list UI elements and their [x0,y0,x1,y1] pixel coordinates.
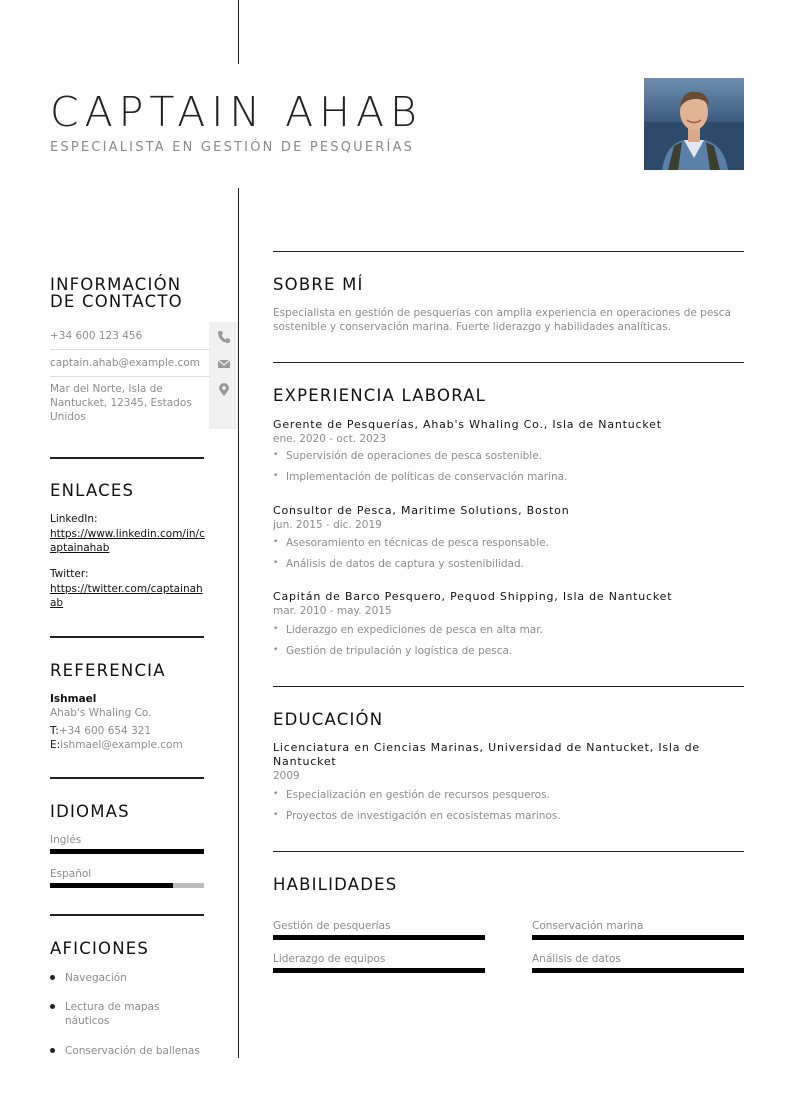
language-level-bar [50,883,204,888]
reference-name: Ishmael [50,693,97,705]
section-rule [273,686,744,687]
links-heading: ENLACES [50,481,135,500]
skills-heading: HABILIDADES [273,875,398,894]
section-rule [273,851,744,852]
skill-level-fill [273,968,485,973]
skill-name: Liderazgo de equipos [273,953,386,965]
contact-phone[interactable]: +34 600 123 456 [50,330,143,342]
candidate-title: ESPECIALISTA EN GESTIÓN DE PESQUERÍAS [50,140,415,155]
job-title: Gerente de Pesquerías, Ahab's Whaling Co., Isla de Nantucket [273,418,662,431]
degree-year: 2009 [273,770,300,782]
section-rule [273,251,744,252]
reference-email-label: E: [50,739,61,751]
hobbies-heading: AFICIONES [50,939,150,958]
skill-item [532,920,744,932]
reference-email-row [50,738,183,752]
languages-heading: IDIOMAS [50,802,130,821]
job-dates: jun. 2015 - dic. 2019 [273,519,382,531]
reference-email[interactable]: ishmael@example.com [60,739,183,751]
envelope-icon [217,357,231,371]
skill-item [532,953,744,965]
hobby-text: Conservación de ballenas [65,1045,200,1057]
about-text: Especialista en gestión de pesquerías con amplia experiencia en operaciones de pesca sostenible y conservación marina. Fuerte liderazgo y habilidades analíticas. [273,307,731,333]
skill-item [273,920,485,932]
reference-company: Ahab's Whaling Co. [50,707,152,719]
skill-level-bar [532,935,744,940]
language-name: Español [50,868,92,880]
bullet-dot: • [273,471,279,481]
bullet-dot: • [273,810,279,820]
reference-phone[interactable]: +34 600 654 321 [58,725,152,737]
bullet-dot: • [273,624,279,634]
job-dates: ene. 2020 - oct. 2023 [273,433,387,445]
bullet-dot: • [273,789,279,799]
skill-item [273,953,485,965]
skill-level-fill [273,935,485,940]
section-rule [50,777,204,779]
skill-name: Conservación marina [532,920,644,932]
phone-icon [217,330,231,344]
section-rule [273,362,744,363]
education-heading: EDUCACIÓN [273,710,384,729]
divider-top [238,0,239,64]
skill-level-bar [273,935,485,940]
language-level-bar [50,849,204,854]
location-pin-icon [217,383,231,397]
column-divider [238,188,239,1058]
contact-separator [50,349,210,350]
about-heading: SOBRE MÍ [273,275,364,294]
profile-photo [644,78,744,170]
contact-email[interactable]: captain.ahab@example.com [50,357,200,369]
section-rule [50,914,204,916]
skill-level-bar [273,968,485,973]
skill-name: Gestión de pesquerías [273,920,391,932]
bullet-dot [50,1004,55,1009]
reference-phone-row [50,724,151,738]
job-title: Consultor de Pesca, Maritime Solutions, Boston [273,504,570,517]
skill-level-bar [532,968,744,973]
contact-address: Mar del Norte, Isla de Nantucket, 12345, Estados Unidos [50,383,192,423]
bullet-dot: • [273,558,279,568]
language-level-fill [50,883,173,888]
experience-heading: EXPERIENCIA LABORAL [273,386,487,405]
twitter-link[interactable]: https://twitter.com/captainahab [50,583,203,609]
contact-heading: INFORMACIÓN DE CONTACTO [50,275,183,311]
section-rule [50,457,204,459]
skill-level-fill [532,935,744,940]
language-name: Inglés [50,834,82,846]
profile-photo-image [644,78,744,170]
reference-phone-label: T: [50,725,59,737]
bullet-dot [50,975,55,980]
twitter-label: Twitter: [50,568,89,580]
degree-title: Licenciatura en Ciencias Marinas, Universidad de Nantucket, Isla de Nantucket [273,741,700,768]
skill-level-fill [532,968,744,973]
bullet-dot: • [273,645,279,655]
reference-heading: REFERENCIA [50,661,166,680]
candidate-name: CAPTAIN AHAB [50,88,423,136]
linkedin-link[interactable]: https://www.linkedin.com/in/captainahab [50,528,205,554]
section-rule [50,636,204,638]
language-level-fill [50,849,204,854]
bullet-dot [50,1048,55,1053]
hobby-text: Navegación [65,972,127,984]
bullet-dot: • [273,537,279,547]
hobby-text: Lectura de mapas náuticos [65,1001,160,1027]
bullet-dot: • [273,450,279,460]
contact-separator [50,376,210,377]
job-title: Capitán de Barco Pesquero, Pequod Shipping, Isla de Nantucket [273,590,673,603]
linkedin-label: LinkedIn: [50,513,98,525]
skill-name: Análisis de datos [532,953,621,965]
job-dates: mar. 2010 - may. 2015 [273,605,392,617]
